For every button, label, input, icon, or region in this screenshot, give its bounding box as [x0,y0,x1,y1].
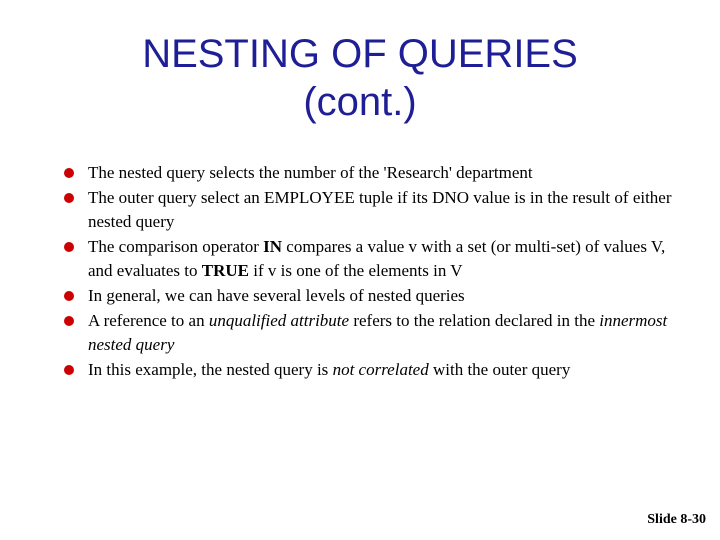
bullet-dot-icon [64,193,74,203]
bullet-text: with the outer query [428,360,571,379]
bullet-text: compares a value v with a set (or multi-set) of values V, and evaluates to [88,237,666,280]
bullet-text: In general, we can have several levels of nested queries [88,286,465,305]
keyword-in: IN [263,237,283,256]
keyword-true: TRUE [201,261,249,280]
term-unqualified-attribute: unqualified attribute [208,311,350,330]
bullet-text: The nested query selects the number of the 'Research' department [88,163,533,182]
bullet-dot-icon [64,316,74,326]
bullet-dot-icon [64,365,74,375]
bullet-item [64,235,684,283]
slide-title-line2: (cont.) [303,80,417,124]
bullet-list [64,161,684,383]
bullet-dot-icon [64,242,74,252]
bullet-item [64,186,684,234]
bullet-dot-icon [64,168,74,178]
bullet-text: if v is one of the elements in V [249,261,463,280]
bullet-item [64,161,684,185]
bullet-text: The comparison operator [88,237,264,256]
bullet-dot-icon [64,291,74,301]
slide-title-line1: NESTING OF QUERIES [142,32,578,76]
slide-number: Slide 8-30 [647,512,706,527]
bullet-item [64,284,684,308]
bullet-text: In this example, the nested query is [88,360,333,379]
bullet-item [64,358,684,382]
slide-title [60,30,660,126]
term-innermost-nested-query: innermost nested query [88,311,668,354]
bullet-text: The outer query select an EMPLOYEE tuple if its DNO value is in the result of either nested query [88,188,672,231]
bullet-text: refers to the relation declared in the [349,311,600,330]
bullet-text: A reference to an [88,311,209,330]
term-not-correlated: not correlated [332,360,429,379]
bullet-item [64,309,684,357]
